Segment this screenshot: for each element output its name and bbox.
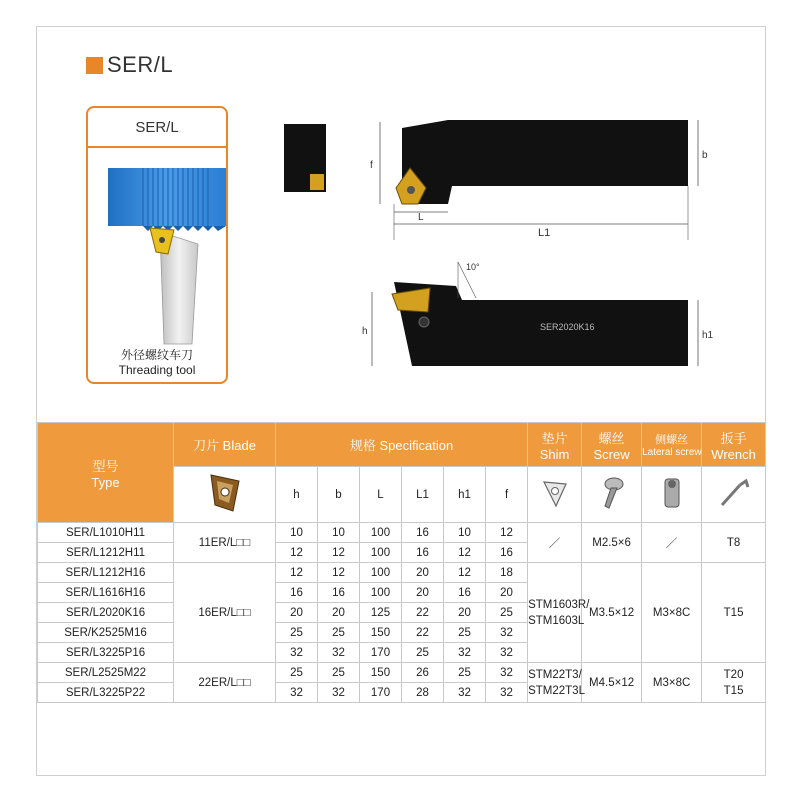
- screw-cell: M4.5×12: [582, 663, 642, 703]
- header-shim-cn: 垫片: [541, 430, 568, 446]
- header-screw-en: Screw: [593, 446, 630, 462]
- value-L1: 16: [402, 523, 444, 543]
- value-h1: 32: [444, 683, 486, 703]
- value-h1: 12: [444, 563, 486, 583]
- value-L1: 20: [402, 583, 444, 603]
- value-b: 25: [318, 663, 360, 683]
- shim-cell: ／: [528, 523, 582, 563]
- wrench-icon: [716, 475, 752, 511]
- lateral-cell: M3×8C: [642, 563, 702, 663]
- value-b: 12: [318, 563, 360, 583]
- model-cell: SER/L1010H11: [38, 523, 174, 543]
- spec-col-b: b: [318, 467, 360, 523]
- value-L: 170: [360, 643, 402, 663]
- shim-icon: [538, 476, 572, 510]
- value-f: 32: [486, 663, 528, 683]
- value-h: 25: [276, 663, 318, 683]
- wrench-cell: T15: [702, 563, 766, 663]
- model-cell: SER/L1212H16: [38, 563, 174, 583]
- value-b: 12: [318, 543, 360, 563]
- value-L1: 28: [402, 683, 444, 703]
- lateral-screw-icon: [657, 475, 687, 511]
- value-f: 32: [486, 683, 528, 703]
- value-L: 100: [360, 583, 402, 603]
- value-L1: 20: [402, 563, 444, 583]
- value-f: 12: [486, 523, 528, 543]
- spec-table: [37, 422, 766, 703]
- dim-b-label: b: [702, 150, 708, 161]
- value-h: 10: [276, 523, 318, 543]
- caption-chinese: 外径螺纹车刀: [120, 348, 193, 362]
- value-b: 25: [318, 623, 360, 643]
- value-L1: 26: [402, 663, 444, 683]
- header-type: [38, 423, 174, 523]
- product-card: [86, 106, 228, 384]
- spec-col-h1: h1: [444, 467, 486, 523]
- model-cell: SER/K2525M16: [38, 623, 174, 643]
- value-f: 16: [486, 543, 528, 563]
- value-b: 10: [318, 523, 360, 543]
- value-h1: 25: [444, 623, 486, 643]
- dim-h1-label: h1: [702, 330, 714, 341]
- blade-image-cell: [174, 467, 276, 523]
- value-h: 32: [276, 643, 318, 663]
- lateral-screw-image-cell: [642, 467, 702, 523]
- side-view: [362, 262, 714, 366]
- shim-cell: [528, 563, 590, 663]
- value-L1: 22: [402, 603, 444, 623]
- value-L: 150: [360, 663, 402, 683]
- value-h1: 16: [444, 583, 486, 603]
- header-screw: [582, 423, 642, 467]
- screw-icon: [597, 475, 627, 511]
- header-lateral-en: Lateral screw: [642, 447, 702, 458]
- header-screw-cn: 螺丝: [598, 430, 625, 446]
- threading-illustration: [88, 148, 226, 344]
- model-cell: SER/L1212H11: [38, 543, 174, 563]
- dim-h-label: h: [362, 326, 368, 337]
- model-cell: SER/L3225P22: [38, 683, 174, 703]
- wrench-cell: T8: [702, 523, 766, 563]
- table-row: [38, 563, 766, 583]
- blade-cell: 16ER/L□□: [174, 563, 276, 663]
- card-heading: SER/L: [88, 108, 226, 148]
- value-h: 16: [276, 583, 318, 603]
- value-f: 25: [486, 603, 528, 623]
- header-lateral: [642, 423, 702, 467]
- value-f: 20: [486, 583, 528, 603]
- wrench-line-a: T20: [723, 668, 744, 681]
- shim-line-a: STM22T3/: [528, 668, 582, 681]
- header-wrench-cn: 扳手: [720, 430, 747, 446]
- value-h1: 32: [444, 643, 486, 663]
- shim-line-b: STM22T3L: [528, 684, 585, 697]
- value-L: 100: [360, 523, 402, 543]
- value-b: 32: [318, 683, 360, 703]
- header-spec: 规格 Specification: [276, 423, 528, 467]
- wrench-image-cell: [702, 467, 766, 523]
- dim-f-label: f: [370, 160, 373, 171]
- header-blade: 刀片 Blade: [174, 423, 276, 467]
- header-wrench-en: Wrench: [711, 446, 756, 462]
- section-title: [86, 52, 173, 78]
- wrench-cell: [702, 663, 766, 703]
- shim-cell: [528, 663, 585, 703]
- value-L: 170: [360, 683, 402, 703]
- value-h: 32: [276, 683, 318, 703]
- screw-cell: M2.5×6: [582, 523, 642, 563]
- caption-english: Threading tool: [118, 363, 196, 377]
- header-type-cn: 型号: [92, 458, 119, 474]
- value-f: 18: [486, 563, 528, 583]
- blade-cell: 22ER/L□□: [174, 663, 276, 703]
- tool-drawing: [280, 112, 720, 392]
- shim-image-cell: [528, 467, 582, 523]
- spec-col-h: h: [276, 467, 318, 523]
- header-wrench: [702, 423, 766, 467]
- tool-marking: SER2020K16: [540, 322, 595, 332]
- shim-line-a: STM1603R/: [528, 598, 590, 611]
- model-cell: SER/L2020K16: [38, 603, 174, 623]
- lateral-cell: M3×8C: [642, 663, 702, 703]
- model-cell: SER/L2525M22: [38, 663, 174, 683]
- spec-col-L: L: [360, 467, 402, 523]
- card-caption: [88, 348, 226, 378]
- value-h: 20: [276, 603, 318, 623]
- value-L: 125: [360, 603, 402, 623]
- blade-cell: 11ER/L□□: [174, 523, 276, 563]
- table-row: [38, 663, 766, 683]
- header-shim: [528, 423, 582, 467]
- value-L: 100: [360, 563, 402, 583]
- value-L: 100: [360, 543, 402, 563]
- value-b: 32: [318, 643, 360, 663]
- dim-L1-label: L1: [538, 227, 551, 239]
- model-cell: SER/L1616H16: [38, 583, 174, 603]
- screw-image-cell: [582, 467, 642, 523]
- value-b: 16: [318, 583, 360, 603]
- wrench-line-b: T15: [723, 684, 744, 697]
- dim-L-label: L: [418, 212, 424, 223]
- shim-line-b: STM1603L: [528, 614, 585, 627]
- value-L1: 22: [402, 623, 444, 643]
- value-h1: 25: [444, 663, 486, 683]
- screw-cell: M3.5×12: [582, 563, 642, 663]
- value-h: 12: [276, 563, 318, 583]
- header-type-en: Type: [91, 474, 120, 490]
- spec-col-L1: L1: [402, 467, 444, 523]
- value-h: 25: [276, 623, 318, 643]
- blade-icon: [205, 471, 245, 515]
- header-lateral-cn: 侧螺丝: [655, 434, 689, 446]
- angle-label: 10°: [466, 262, 480, 272]
- end-view-insert: [310, 174, 324, 190]
- value-f: 32: [486, 623, 528, 643]
- value-h1: 10: [444, 523, 486, 543]
- title-marker: [86, 57, 103, 74]
- table-row: [38, 523, 766, 543]
- top-view: [370, 120, 708, 240]
- value-L: 150: [360, 623, 402, 643]
- value-f: 32: [486, 643, 528, 663]
- value-b: 20: [318, 603, 360, 623]
- value-h: 12: [276, 543, 318, 563]
- lateral-cell: ／: [642, 523, 702, 563]
- model-cell: SER/L3225P16: [38, 643, 174, 663]
- value-h1: 12: [444, 543, 486, 563]
- value-L1: 25: [402, 643, 444, 663]
- header-shim-en: Shim: [539, 446, 570, 462]
- title-text: SER/L: [107, 52, 174, 77]
- value-L1: 16: [402, 543, 444, 563]
- spec-col-f: f: [486, 467, 528, 523]
- value-h1: 20: [444, 603, 486, 623]
